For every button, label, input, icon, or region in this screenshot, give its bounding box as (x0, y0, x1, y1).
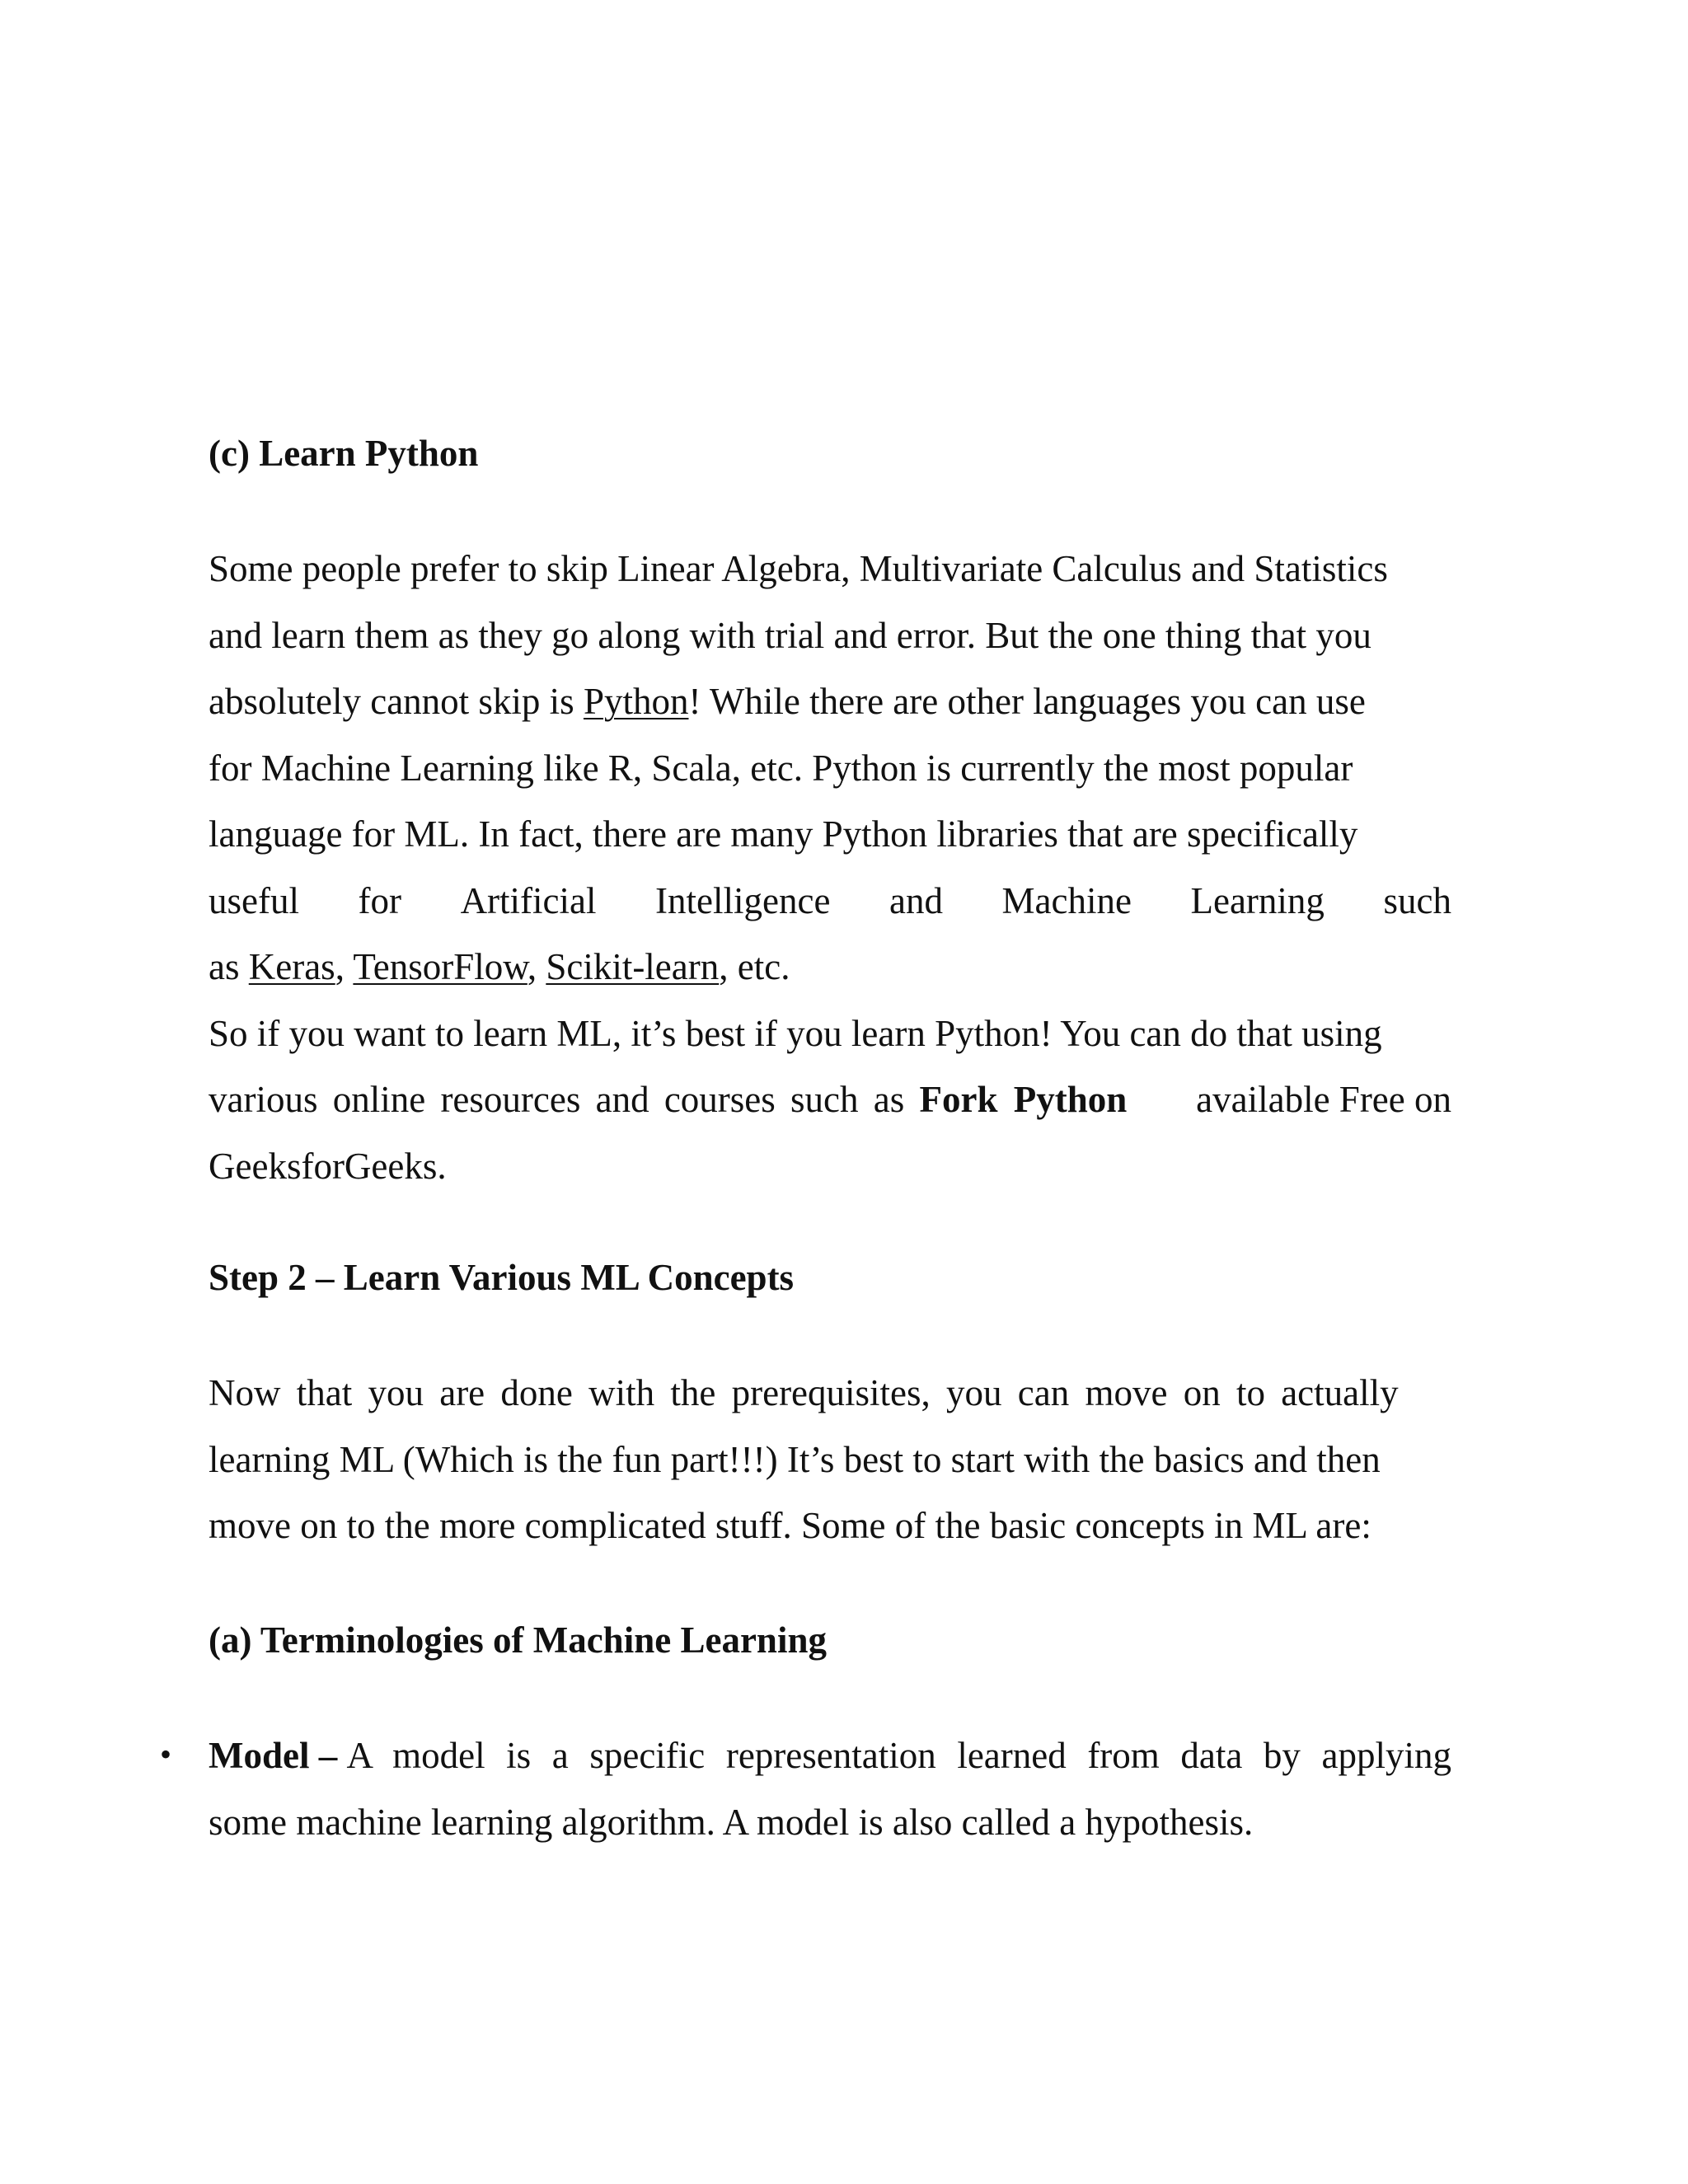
text-span: available Free on (1186, 1079, 1451, 1120)
text-line: language for ML. In fact, there are many Python libraries that are specifically (209, 813, 1358, 855)
bullet-icon: • (160, 1736, 172, 1773)
section-heading-step-2: Step 2 – Learn Various ML Concepts (209, 1257, 795, 1298)
paragraph-step-2 (209, 1360, 1451, 1559)
text-line: and learn them as they go along with trial and error. But the one thing that you (209, 614, 1372, 656)
tensorflow-link[interactable]: TensorFlow (353, 946, 528, 987)
term-model: Model – (209, 1735, 347, 1776)
paragraph-learn-python (209, 536, 1451, 1199)
text-line (209, 1722, 1451, 1789)
text-span: ! While there are other languages you can use (688, 681, 1366, 722)
text-line-justified (209, 868, 1451, 935)
keras-link[interactable]: Keras (248, 946, 335, 987)
text-line: for Machine Learning like R, Scala, etc. Python is currently the most popular (209, 747, 1353, 789)
word: such (1383, 879, 1451, 921)
word: useful (209, 879, 299, 921)
section-heading-terminologies: (a) Terminologies of Machine Learning (209, 1619, 827, 1661)
word: Learning (1190, 879, 1325, 921)
text-line: learning ML (Which is the fun part!!!) It’s best to start with the basics and then (209, 1438, 1381, 1480)
fork-python-course-name: Fork Python (919, 1079, 1128, 1120)
text-line (209, 934, 1451, 1001)
text-span: absolutely cannot skip is (209, 681, 584, 722)
text-line: some machine learning algorithm. A model is also called a hypothesis. (209, 1801, 1254, 1843)
word: for (358, 879, 402, 921)
definition-text: A model is a specific representation learned from data by applying (346, 1735, 1451, 1776)
text-line: move on to the more complicated stuff. Some of the basic concepts in ML are: (209, 1505, 1372, 1546)
text-line: GeeksforGeeks. (209, 1145, 447, 1187)
text-span: , etc. (719, 946, 790, 987)
section-heading-learn-python: (c) Learn Python (209, 433, 479, 474)
text-line (209, 1066, 1451, 1133)
separator: , (335, 946, 354, 987)
text-span: various online resources and courses such as (209, 1079, 920, 1120)
text-line: So if you want to learn ML, it’s best if you learn Python! You can do that using (209, 1012, 1382, 1054)
text-line: Some people prefer to skip Linear Algebra, Multivariate Calculus and Statistics (209, 548, 1388, 589)
word: Intelligence (655, 879, 831, 921)
separator: , (527, 946, 546, 987)
text-span: as (209, 946, 249, 987)
word: Machine (1001, 879, 1132, 921)
python-link[interactable]: Python (583, 681, 689, 722)
text-line (209, 668, 1451, 735)
list-item-model (209, 1722, 1451, 1855)
word: and (889, 879, 943, 921)
scikit-learn-link[interactable]: Scikit-learn (546, 946, 720, 987)
text-line: Now that you are done with the prerequisites, you can move on to actually (209, 1372, 1399, 1413)
word: Artificial (460, 879, 597, 921)
